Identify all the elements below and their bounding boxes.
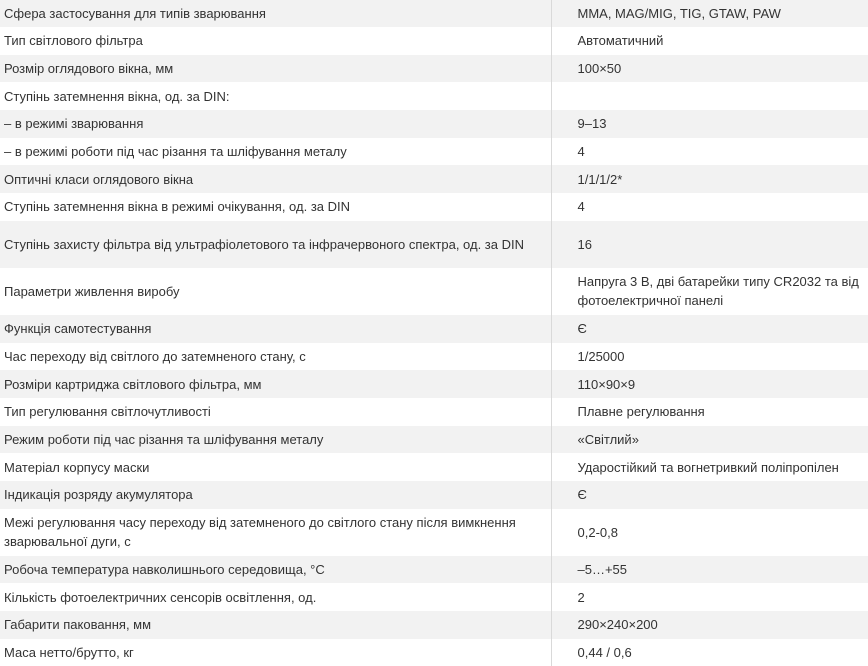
spec-row <box>0 509 868 556</box>
spec-row <box>0 343 868 371</box>
spec-row <box>0 583 868 611</box>
spec-value: Плавне регулювання <box>551 398 868 426</box>
spec-row <box>0 165 868 193</box>
spec-label: Індикація розряду акумулятора <box>0 481 551 509</box>
spec-row <box>0 138 868 166</box>
spec-row <box>0 27 868 55</box>
spec-label: Тип регулювання світлочутливості <box>0 398 551 426</box>
spec-value: 1/25000 <box>551 343 868 371</box>
spec-label: Межі регулювання часу переходу від затемненого до світлого стану після вимкнення зварювальної дуги, с <box>0 509 551 556</box>
spec-value: Є <box>551 315 868 343</box>
spec-row <box>0 110 868 138</box>
spec-row <box>0 82 868 110</box>
spec-label: Маса нетто/брутто, кг <box>0 639 551 666</box>
spec-value: 4 <box>551 138 868 166</box>
spec-label: Розмір оглядового вікна, мм <box>0 55 551 83</box>
spec-row <box>0 453 868 481</box>
spec-value: 100×50 <box>551 55 868 83</box>
spec-value: 1/1/1/2* <box>551 165 868 193</box>
spec-label: Режим роботи під час різання та шліфування металу <box>0 426 551 454</box>
spec-value <box>551 82 868 110</box>
spec-value: 110×90×9 <box>551 370 868 398</box>
spec-value: 290×240×200 <box>551 611 868 639</box>
spec-row <box>0 370 868 398</box>
spec-row <box>0 481 868 509</box>
spec-row <box>0 55 868 83</box>
spec-value: «Світлий» <box>551 426 868 454</box>
spec-label: Тип світлового фільтра <box>0 27 551 55</box>
spec-value: Автоматичний <box>551 27 868 55</box>
spec-label: Сфера застосування для типів зварювання <box>0 0 551 27</box>
spec-value: 0,44 / 0,6 <box>551 639 868 666</box>
spec-value: MMA, MAG/MIG, TIG, GTAW, PAW <box>551 0 868 27</box>
spec-label: Робоча температура навколишнього середовища, °С <box>0 556 551 584</box>
spec-label: Параметри живлення виробу <box>0 268 551 315</box>
spec-value: 16 <box>551 221 868 268</box>
spec-value: Ударостійкий та вогнетривкий поліпропілен <box>551 453 868 481</box>
spec-label: Ступінь затемнення вікна в режимі очікування, од. за DIN <box>0 193 551 221</box>
spec-row <box>0 193 868 221</box>
spec-label: – в режимі роботи під час різання та шліфування металу <box>0 138 551 166</box>
spec-row <box>0 426 868 454</box>
spec-row <box>0 556 868 584</box>
spec-value: 0,2-0,8 <box>551 509 868 556</box>
spec-row <box>0 639 868 666</box>
spec-row <box>0 268 868 315</box>
spec-value: 4 <box>551 193 868 221</box>
spec-value: 2 <box>551 583 868 611</box>
spec-label: Функція самотестування <box>0 315 551 343</box>
spec-label: Ступінь затемнення вікна, од. за DIN: <box>0 82 551 110</box>
spec-row <box>0 0 868 27</box>
spec-row <box>0 221 868 268</box>
spec-value: Напруга 3 В, дві батарейки типу CR2032 та від фотоелектричної панелі <box>551 268 868 315</box>
spec-label: Час переходу від світлого до затемненого стану, с <box>0 343 551 371</box>
spec-label: – в режимі зварювання <box>0 110 551 138</box>
spec-value: 9–13 <box>551 110 868 138</box>
spec-label: Оптичні класи оглядового вікна <box>0 165 551 193</box>
spec-label: Ступінь захисту фільтра від ультрафіолетового та інфрачервоного спектра, од. за DIN <box>0 221 551 268</box>
spec-value: Є <box>551 481 868 509</box>
spec-row <box>0 315 868 343</box>
spec-label: Матеріал корпусу маски <box>0 453 551 481</box>
spec-label: Розміри картриджа світлового фільтра, мм <box>0 370 551 398</box>
spec-row <box>0 611 868 639</box>
spec-label: Габарити паковання, мм <box>0 611 551 639</box>
spec-value: –5…+55 <box>551 556 868 584</box>
spec-row <box>0 398 868 426</box>
spec-label: Кількість фотоелектричних сенсорів освітлення, од. <box>0 583 551 611</box>
